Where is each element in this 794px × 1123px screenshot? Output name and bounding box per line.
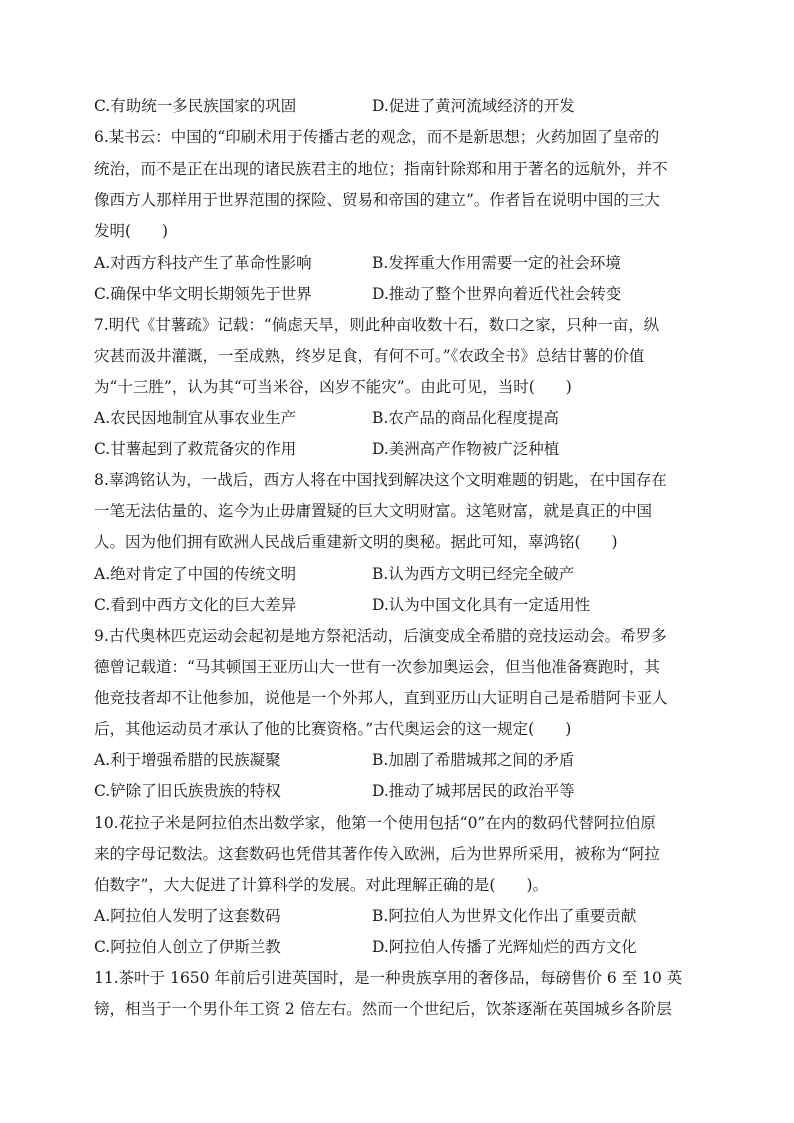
q7-stem-line-1: 7.明代《甘薯疏》记载：“倘虑天旱，则此种亩收数十石，数口之家，只种一亩，纵 [94, 316, 660, 334]
q6-option-c[interactable]: C.确保中华文明长期领先于世界 [94, 285, 312, 303]
q10-option-c[interactable]: C.阿拉伯人创立了伊斯兰教 [94, 938, 281, 956]
q9-stem-line-2: 德曾记载道：“马其顿国王亚历山大一世有一次参加奥运会，但当他准备赛跑时，其 [94, 658, 660, 676]
q10-stem-line-1: 10.花拉子米是阿拉伯杰出数学家，他第一个使用包括“0”在内的数码代替阿拉伯原 [94, 814, 656, 832]
q10-stem-line-2: 来的字母记数法。这套数码也凭借其著作传入欧洲，后为世界所采用，被称为“阿拉 [94, 845, 660, 863]
q8-option-c[interactable]: C.看到中西方文化的巨大差异 [94, 596, 297, 614]
q9-stem-line-3: 他竞技者却不让他参加，说他是一个外邦人，直到亚历山大证明自己是希腊阿卡亚人 [94, 689, 668, 707]
option-c-prev[interactable]: C.有助统一多民族国家的巩固 [94, 97, 297, 115]
q8-option-a[interactable]: A.绝对肯定了中国的传统文明 [94, 565, 297, 583]
q7-option-c[interactable]: C.甘薯起到了救荒备灾的作用 [94, 440, 297, 458]
q7-option-d[interactable]: D.美洲高产作物被广泛种植 [372, 440, 560, 458]
q7-stem-line-2: 灾甚而汲井灌溉，一至成熟，终岁足食，有何不可。”《农政全书》总结甘薯的价值 [94, 347, 645, 365]
q10-option-d[interactable]: D.阿拉伯人传播了光辉灿烂的西方文化 [372, 938, 637, 956]
q11-stem-line-1: 11.茶叶于 1650 年前后引进英国时，是一种贵族享用的奢侈品，每磅售价 6 至 10 英 [94, 969, 683, 987]
q8-stem-line-2: 一笔无法估量的、迄今为止毋庸置疑的巨大文明财富。这笔财富，就是真正的中国 [94, 502, 653, 520]
q9-option-d[interactable]: D.推动了城邦居民的政治平等 [372, 782, 575, 800]
q9-stem-line-1: 9.古代奥林匹克运动会起初是地方祭祀活动，后演变成全希腊的竞技运动会。希罗多 [94, 627, 667, 645]
q9-stem-line-4: 后，其他运动员才承认了他的比赛资格。”古代奥运会的这一规定( ) [94, 720, 572, 738]
option-d-prev[interactable]: D.促进了黄河流域经济的开发 [372, 97, 575, 115]
q9-option-a[interactable]: A.利于增强希腊的民族凝聚 [94, 751, 281, 769]
q7-option-b[interactable]: B.农产品的商品化程度提高 [372, 409, 559, 427]
q10-stem-line-3: 伯数字”，大大促进了计算科学的发展。对此理解正确的是( )。 [94, 876, 549, 894]
q6-option-b[interactable]: B.发挥重大作用需要一定的社会环境 [372, 254, 621, 272]
q10-option-a[interactable]: A.阿拉伯人发明了这套数码 [94, 907, 281, 925]
q6-stem-line-3: 像西方人那样用于世界范围的探险、贸易和帝国的建立”。作者旨在说明中国的三大 [94, 191, 660, 209]
q11-stem-line-2: 镑，相当于一个男仆年工资 2 倍左右。然而一个世纪后，饮茶逐渐在英国城乡各阶层 [94, 1000, 672, 1018]
q7-option-a[interactable]: A.农民因地制宜从事农业生产 [94, 409, 297, 427]
q6-stem-line-4: 发明( ) [94, 222, 169, 240]
q6-option-a[interactable]: A.对西方科技产生了革命性影响 [94, 254, 312, 272]
q9-option-b[interactable]: B.加剧了希腊城邦之间的矛盾 [372, 751, 575, 769]
q9-option-c[interactable]: C.铲除了旧氏族贵族的特权 [94, 782, 281, 800]
q6-stem-line-1: 6.某书云：中国的“印刷术用于传播古老的观念，而不是新思想；火药加固了皇帝的 [94, 128, 660, 146]
q8-stem-line-1: 8.辜鸿铭认为，一战后，西方人将在中国找到解决这个文明难题的钥匙，在中国存在 [94, 471, 667, 489]
q8-option-d[interactable]: D.认为中国文化具有一定适用性 [372, 596, 591, 614]
q7-stem-line-3: 为“十三胜”，认为其“可当米谷，凶岁不能灾”。由此可见，当时( ) [94, 378, 572, 396]
q8-option-b[interactable]: B.认为西方文明已经完全破产 [372, 565, 575, 583]
q6-option-d[interactable]: D.推动了整个世界向着近代社会转变 [372, 285, 622, 303]
q10-option-b[interactable]: B.阿拉伯人为世界文化作出了重要贡献 [372, 907, 637, 925]
q6-stem-line-2: 统治，而不是正在出现的诸民族君主的地位；指南针除郑和用于著名的远航外，并不 [94, 160, 668, 178]
q8-stem-line-3: 人。因为他们拥有欧洲人民战后重建新文明的奥秘。据此可知，辜鸿铭( ) [94, 533, 618, 551]
